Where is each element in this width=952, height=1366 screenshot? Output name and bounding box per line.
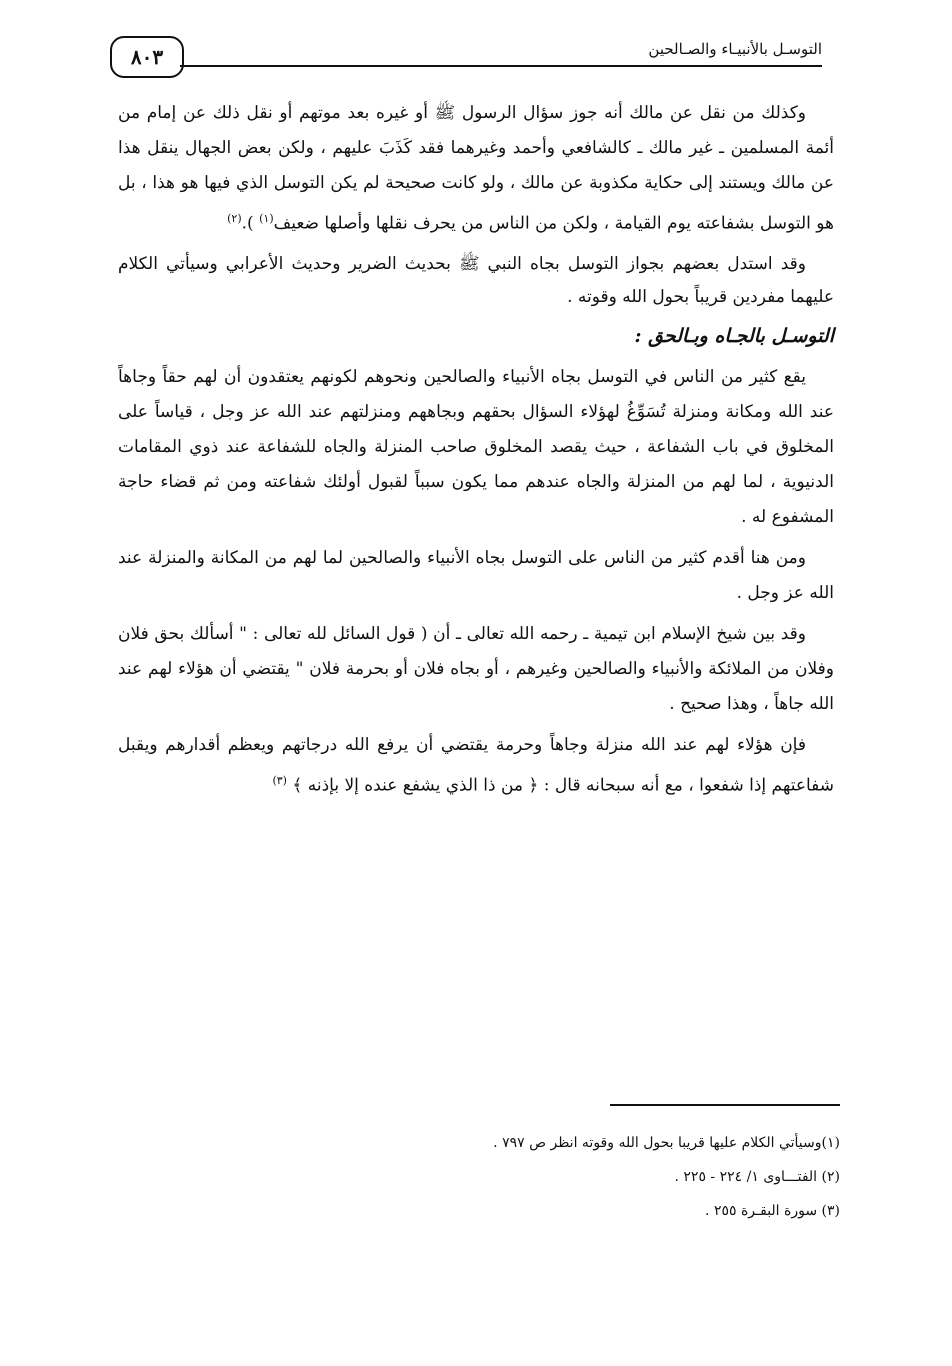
paragraph-1-end: ). xyxy=(241,213,260,234)
footnote-1: (١)وسيأتي الكلام عليها قريبا بحول الله وقوته انظر ص ٧٩٧ . xyxy=(493,1135,840,1151)
header-rule xyxy=(180,65,822,67)
main-text xyxy=(118,96,834,803)
section-heading: التوسـل بالجـاه وبـالحق : xyxy=(634,324,834,347)
paragraph-5: وقد بين شيخ الإسلام ابن تيمية ـ رحمه الله تعالى ـ أن ( قول السائل لله تعالى : " أسألك بحق فلان وفلان من الملائكة والأنبياء والصالحين وغيرهم ، أو بجاه فلان أو بحرمة فلان " يقتضي أن هؤلاء لهم عند الله جاهاً ، وهذا صحيح . xyxy=(118,623,834,714)
footnotes xyxy=(120,1126,840,1228)
paragraph-2: وقد استدل بعضهم بجواز التوسل بجاه النبي ﷺ بحديث الضرير وحديث الأعرابي وسيأتي الكلام عليهما مفردين قريباً بحول الله وقوته . xyxy=(118,253,834,307)
paragraph-4: ومن هنا أقدم كثير من الناس على التوسل بجاه الأنبياء والصالحين لما لهم من المكانة والمنزلة عند الله عز وجل . xyxy=(118,547,834,603)
paragraph-1 xyxy=(118,96,834,242)
footnote-3: (٣) سورة البقـرة ٢٥٥ . xyxy=(705,1203,840,1219)
running-title: التوسـل بالأنبيـاء والصـالحين xyxy=(648,40,822,58)
footnote-2: (٢) الفتـــاوى ١/ ٢٢٤ - ٢٢٥ . xyxy=(674,1169,840,1185)
paragraph-6-text: فإن هؤلاء لهم عند الله منزلة وجاهاً وحرمة يقتضي أن يرفع الله درجاتهم ويعظم أقدارهم ويقبل شفاعتهم إذا شفعوا ، مع أنه سبحانه قال : ﴿ من ذا الذي يشفع عنده إلا بإذنه ﴾ xyxy=(118,734,834,796)
footnote-ref-2: (٢) xyxy=(227,212,242,225)
paragraph-3: يقع كثير من الناس في التوسل بجاه الأنبياء والصالحين ونحوهم لكونهم يعتقدون أن لهم حقاً وجاهاً عند الله ومكانة ومنزلة تُسَوِّغُ لهؤلاء السؤال بحقهم وبجاههم ومنزلتهم عند الله عز وجل ، قياساً على المخلوق في باب الشفاعة ، حيث يقصد المخلوق صاحب المنزلة والجاه للشفاعة عند ذوي المقامات الدنيوية ، لما لهم من المنزلة والجاه عندهم مما يكون سبباً لقبول أولئك شفاعته ومن ثم قضاء حاجة المشفوع له . xyxy=(118,366,834,527)
footnote-separator xyxy=(610,1104,840,1106)
footnote-ref-1: (١) xyxy=(259,212,274,225)
footnote-ref-3: (٣) xyxy=(272,773,287,787)
paragraph-1-text: وكذلك من نقل عن مالك أنه جوز سؤال الرسول ﷺ أو غيره بعد موتهم أو نقل ذلك عن إمام من أئمة المسلمين ـ غير مالك ـ كالشافعي وأحمد وغيرهما فقد كَذَبَ عليهم ، ولكن بعض الجهال ينقل هذا عن مالك ويستند إلى حكاية مكذوبة عن مالك ، ولو كانت صحيحة لم يكن التوسل الذي فيها هو هذا ، بل هو التوسل بشفاعته يوم القيامة ، ولكن من الناس من يحرف نقلها وأصلها ضعيف xyxy=(118,103,834,234)
page-number: ٨٠٣ xyxy=(110,36,184,78)
page-header xyxy=(110,36,822,76)
paragraph-6 xyxy=(118,728,834,804)
